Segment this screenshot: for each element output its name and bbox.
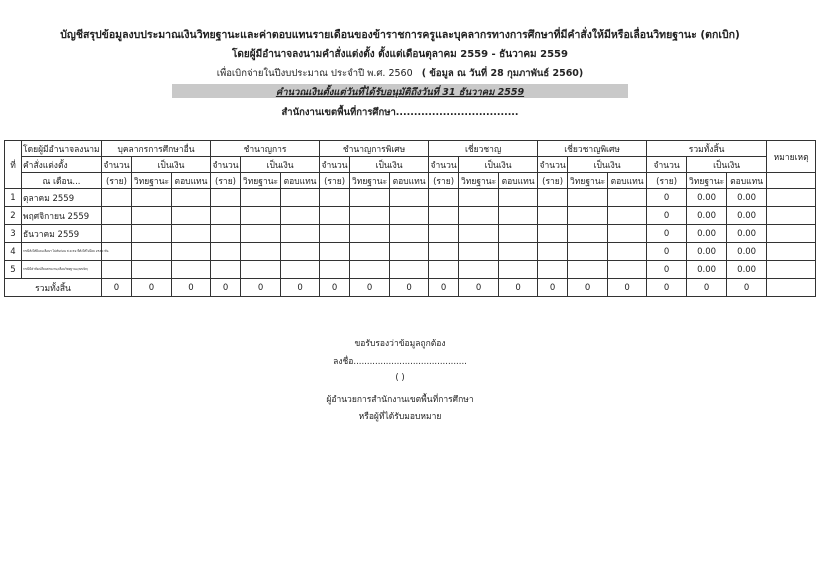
empty-cell bbox=[211, 225, 241, 243]
col-signer-header-2: คำสั่งแต่งตั้ง bbox=[22, 157, 102, 173]
row-month-label: กรณีสั่งให้มีและเลื่อนฯ ไม่ทันก่อน ส.ค.59 ที่สั่งให้ในปีงบ 2560 ทัน bbox=[22, 243, 102, 261]
grand-total-value: 0 bbox=[538, 279, 568, 297]
empty-cell bbox=[608, 261, 647, 279]
empty-cell bbox=[429, 189, 459, 207]
empty-cell bbox=[459, 225, 499, 243]
count-header: จำนวน bbox=[211, 157, 241, 173]
empty-cell bbox=[172, 225, 211, 243]
empty-cell bbox=[102, 225, 132, 243]
compensation-header: ตอบแทน bbox=[499, 173, 538, 189]
grand-total-value: 0 bbox=[727, 279, 767, 297]
remark-cell bbox=[767, 279, 816, 297]
empty-cell bbox=[538, 261, 568, 279]
empty-cell bbox=[241, 189, 281, 207]
empty-cell bbox=[241, 243, 281, 261]
empty-cell bbox=[429, 261, 459, 279]
header-row-groups bbox=[5, 141, 816, 157]
total-comp-cell: 0.00 bbox=[727, 225, 767, 243]
total-status-cell: 0.00 bbox=[687, 189, 727, 207]
remark-cell bbox=[767, 189, 816, 207]
total-count-cell: 0 bbox=[647, 207, 687, 225]
empty-cell bbox=[350, 189, 390, 207]
remark-cell bbox=[767, 261, 816, 279]
empty-cell bbox=[568, 261, 608, 279]
group-header-expert: เชี่ยวชาญ bbox=[429, 141, 538, 157]
money-header: เป็นเงิน bbox=[687, 157, 767, 173]
grand-total-value: 0 bbox=[390, 279, 429, 297]
table-row bbox=[5, 225, 816, 243]
remark-cell bbox=[767, 225, 816, 243]
empty-cell bbox=[320, 189, 350, 207]
total-status-cell: 0.00 bbox=[687, 225, 727, 243]
empty-cell bbox=[350, 261, 390, 279]
group-header-professional: ชำนาญการ bbox=[211, 141, 320, 157]
empty-cell bbox=[241, 261, 281, 279]
empty-cell bbox=[459, 261, 499, 279]
money-header: เป็นเงิน bbox=[132, 157, 211, 173]
calc-period-line: คำนวณเงินตั้งแต่วันที่ได้รับอนุมัติถึงวันที่ 31 ธันวาคม 2559 bbox=[275, 87, 525, 98]
empty-cell bbox=[132, 225, 172, 243]
col-no-header: ที่ bbox=[5, 141, 22, 189]
unit-header: (ราย) bbox=[102, 173, 132, 189]
empty-cell bbox=[172, 207, 211, 225]
unit-header: (ราย) bbox=[320, 173, 350, 189]
count-header: จำนวน bbox=[102, 157, 132, 173]
signer-name-blank: ( ) bbox=[395, 373, 405, 383]
row-month-label: ตุลาคม 2559 bbox=[22, 189, 102, 207]
count-header: จำนวน bbox=[647, 157, 687, 173]
empty-cell bbox=[281, 207, 320, 225]
empty-cell bbox=[241, 225, 281, 243]
empty-cell bbox=[499, 243, 538, 261]
grand-total-row bbox=[5, 279, 816, 297]
total-count-cell: 0 bbox=[647, 225, 687, 243]
grand-total-value: 0 bbox=[241, 279, 281, 297]
empty-cell bbox=[350, 225, 390, 243]
empty-cell bbox=[211, 261, 241, 279]
empty-cell bbox=[499, 261, 538, 279]
compensation-header: ตอบแทน bbox=[390, 173, 429, 189]
grand-total-value: 0 bbox=[429, 279, 459, 297]
empty-cell bbox=[568, 243, 608, 261]
unit-header: (ราย) bbox=[211, 173, 241, 189]
status-pay-header: วิทยฐานะ bbox=[459, 173, 499, 189]
empty-cell bbox=[538, 225, 568, 243]
table-row bbox=[5, 261, 816, 279]
status-pay-header: วิทยฐานะ bbox=[241, 173, 281, 189]
certify-text: ขอรับรองว่าข้อมูลถูกต้อง bbox=[354, 339, 446, 349]
unit-header: (ราย) bbox=[647, 173, 687, 189]
total-status-cell: 0.00 bbox=[687, 207, 727, 225]
total-count-cell: 0 bbox=[647, 261, 687, 279]
empty-cell bbox=[538, 243, 568, 261]
empty-cell bbox=[459, 207, 499, 225]
grand-total-label: รวมทั้งสิ้น bbox=[5, 279, 102, 297]
header-row-sub1 bbox=[5, 157, 816, 173]
count-header: จำนวน bbox=[320, 157, 350, 173]
total-comp-cell: 0.00 bbox=[727, 207, 767, 225]
empty-cell bbox=[102, 189, 132, 207]
empty-cell bbox=[608, 243, 647, 261]
empty-cell bbox=[172, 189, 211, 207]
grand-total-value: 0 bbox=[568, 279, 608, 297]
count-header: จำนวน bbox=[538, 157, 568, 173]
empty-cell bbox=[608, 189, 647, 207]
empty-cell bbox=[281, 243, 320, 261]
empty-cell bbox=[568, 207, 608, 225]
empty-cell bbox=[320, 261, 350, 279]
table-row bbox=[5, 189, 816, 207]
empty-cell bbox=[608, 207, 647, 225]
empty-cell bbox=[390, 243, 429, 261]
total-comp-cell: 0.00 bbox=[727, 243, 767, 261]
table-row bbox=[5, 243, 816, 261]
row-month-label: พฤศจิกายน 2559 bbox=[22, 207, 102, 225]
total-comp-cell: 0.00 bbox=[727, 189, 767, 207]
empty-cell bbox=[132, 189, 172, 207]
total-status-cell: 0.00 bbox=[687, 261, 727, 279]
empty-cell bbox=[102, 207, 132, 225]
grand-total-value: 0 bbox=[499, 279, 538, 297]
unit-header: (ราย) bbox=[429, 173, 459, 189]
empty-cell bbox=[459, 189, 499, 207]
empty-cell bbox=[390, 207, 429, 225]
money-header: เป็นเงิน bbox=[241, 157, 320, 173]
unit-header: (ราย) bbox=[538, 173, 568, 189]
grand-total-value: 0 bbox=[687, 279, 727, 297]
empty-cell bbox=[172, 261, 211, 279]
empty-cell bbox=[320, 243, 350, 261]
empty-cell bbox=[568, 189, 608, 207]
empty-cell bbox=[281, 189, 320, 207]
row-number: 5 bbox=[5, 261, 22, 279]
empty-cell bbox=[390, 261, 429, 279]
money-header: เป็นเงิน bbox=[350, 157, 429, 173]
status-pay-header: วิทยฐานะ bbox=[568, 173, 608, 189]
status-pay-header: วิทยฐานะ bbox=[687, 173, 727, 189]
empty-cell bbox=[499, 189, 538, 207]
col-signer-header-1: โดยผู้มีอำนาจลงนาม bbox=[22, 141, 102, 157]
grand-total-value: 0 bbox=[459, 279, 499, 297]
empty-cell bbox=[320, 207, 350, 225]
total-count-cell: 0 bbox=[647, 243, 687, 261]
empty-cell bbox=[172, 243, 211, 261]
header-row-sub2 bbox=[5, 173, 816, 189]
remark-cell bbox=[767, 207, 816, 225]
count-header: จำนวน bbox=[429, 157, 459, 173]
col-signer-header-3: ณ เดือน... bbox=[22, 173, 102, 189]
empty-cell bbox=[132, 207, 172, 225]
empty-cell bbox=[568, 225, 608, 243]
grand-total-value: 0 bbox=[211, 279, 241, 297]
total-status-cell: 0.00 bbox=[687, 243, 727, 261]
budget-year-text: เพื่อเบิกจ่ายในปีงบประมาณ ประจำปี พ.ศ. 2560 bbox=[216, 68, 413, 79]
row-number: 2 bbox=[5, 207, 22, 225]
grand-total-value: 0 bbox=[172, 279, 211, 297]
empty-cell bbox=[320, 225, 350, 243]
group-header-other: บุคลากรการศึกษาอื่น bbox=[102, 141, 211, 157]
grand-total-value: 0 bbox=[102, 279, 132, 297]
empty-cell bbox=[281, 261, 320, 279]
compensation-header: ตอบแทน bbox=[608, 173, 647, 189]
empty-cell bbox=[608, 225, 647, 243]
empty-cell bbox=[390, 189, 429, 207]
money-header: เป็นเงิน bbox=[568, 157, 647, 173]
empty-cell bbox=[281, 225, 320, 243]
total-comp-cell: 0.00 bbox=[727, 261, 767, 279]
empty-cell bbox=[499, 225, 538, 243]
empty-cell bbox=[429, 225, 459, 243]
document-subtitle: โดยผู้มีอำนาจลงนามคำสั่งแต่งตั้ง ตั้งแต่เดือนตุลาคม 2559 - ธันวาคม 2559 bbox=[232, 49, 568, 60]
grand-total-value: 0 bbox=[281, 279, 320, 297]
col-remark-header: หมายเหตุ bbox=[767, 141, 816, 173]
compensation-header: ตอบแทน bbox=[727, 173, 767, 189]
group-header-senior-expert: เชี่ยวชาญพิเศษ bbox=[538, 141, 647, 157]
remark-cell bbox=[767, 243, 816, 261]
empty-cell bbox=[102, 261, 132, 279]
grand-total-value: 0 bbox=[647, 279, 687, 297]
empty-cell bbox=[499, 207, 538, 225]
grand-total-value: 0 bbox=[320, 279, 350, 297]
empty-cell bbox=[211, 189, 241, 207]
row-number: 4 bbox=[5, 243, 22, 261]
empty-cell bbox=[132, 261, 172, 279]
summary-table bbox=[4, 140, 816, 297]
signer-delegate: หรือผู้ที่ได้รับมอบหมาย bbox=[358, 412, 442, 422]
grand-total-value: 0 bbox=[350, 279, 390, 297]
empty-cell bbox=[211, 243, 241, 261]
group-header-total: รวมทั้งสิ้น bbox=[647, 141, 767, 157]
signer-position: ผู้อำนวยการสำนักงานเขตพื้นที่การศึกษา bbox=[326, 395, 474, 405]
empty-cell bbox=[390, 225, 429, 243]
empty-cell bbox=[350, 207, 390, 225]
data-date-text: ( ข้อมูล ณ วันที่ 28 กุมภาพันธ์ 2560) bbox=[421, 68, 584, 79]
document-title: บัญชีสรุปข้อมูลงบประมาณเงินวิทยฐานะและค่าตอบแทนรายเดือนของข้าราชการครูและบุคลากรทางการศึกษาที่มีคำสั่งให้มีหรือเลื่อนวิทยฐานะ (ตกเบิก) bbox=[60, 29, 740, 41]
empty-cell bbox=[538, 189, 568, 207]
table-row bbox=[5, 207, 816, 225]
status-pay-header: วิทยฐานะ bbox=[350, 173, 390, 189]
row-month-label: กรณีมีคำสั่งเปลี่ยนสายงาน/เลื่อนวิทยฐานะ(ตกเบิก) bbox=[22, 261, 102, 279]
empty-cell bbox=[429, 243, 459, 261]
compensation-header: ตอบแทน bbox=[172, 173, 211, 189]
group-header-senior-professional: ชำนาญการพิเศษ bbox=[320, 141, 429, 157]
money-header: เป็นเงิน bbox=[459, 157, 538, 173]
row-number: 1 bbox=[5, 189, 22, 207]
grand-total-value: 0 bbox=[132, 279, 172, 297]
total-count-cell: 0 bbox=[647, 189, 687, 207]
row-number: 3 bbox=[5, 225, 22, 243]
grand-total-value: 0 bbox=[608, 279, 647, 297]
empty-cell bbox=[241, 207, 281, 225]
empty-cell bbox=[459, 243, 499, 261]
empty-cell bbox=[538, 207, 568, 225]
empty-cell bbox=[132, 243, 172, 261]
empty-cell bbox=[350, 243, 390, 261]
empty-cell bbox=[211, 207, 241, 225]
office-line: สำนักงานเขตพื้นที่การศึกษา.................................. bbox=[281, 107, 519, 118]
status-pay-header: วิทยฐานะ bbox=[132, 173, 172, 189]
row-month-label: ธันวาคม 2559 bbox=[22, 225, 102, 243]
compensation-header: ตอบแทน bbox=[281, 173, 320, 189]
signature-line: ลงชื่อ.......................................... bbox=[333, 357, 467, 367]
remark-blank-cell bbox=[767, 173, 816, 189]
empty-cell bbox=[429, 207, 459, 225]
budget-line bbox=[0, 66, 800, 81]
